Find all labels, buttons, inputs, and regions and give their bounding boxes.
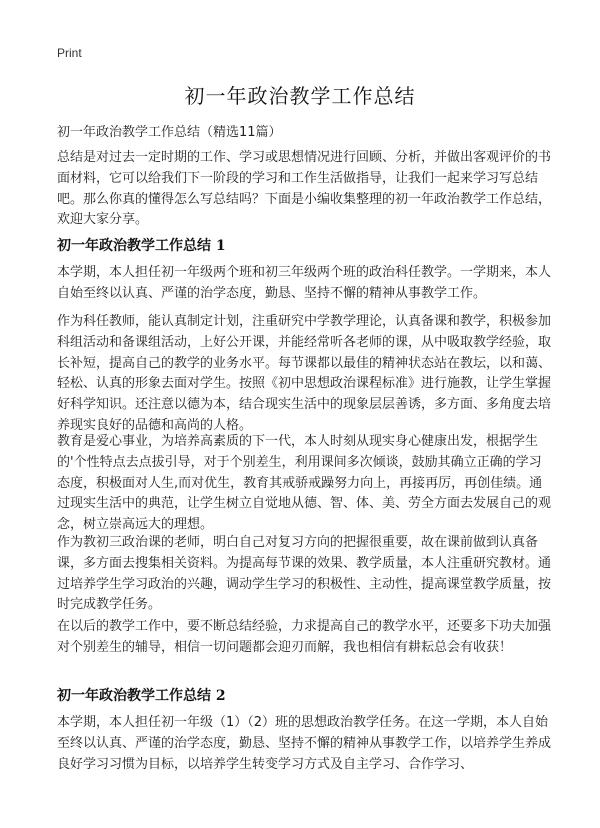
page-title: 初一年政治教学工作总结 xyxy=(184,84,416,108)
section-2-paragraph-1: 本学期，本人担任初一年级（1）（2）班的思想政治教学任务。在这一学期，本人自始至终以认真、严谨的治学态度，勤恳、坚持不懈的精神从事教学工作，以培养学生养成良好学习习惯为目标，以培养学生转变学习方式及自主学习、合作学习、 xyxy=(57,715,552,772)
section-heading-1: 初一年政治教学工作总结 1 xyxy=(57,238,226,254)
section-1-paragraph-4: 作为教初三政治课的老师，明白自己对复习方向的把握很重要，故在课前做到认真备课，多方面去搜集相关资料。为提高每节课的效果、教学质量，本人注重研究教材。通过培养学生学习政治的兴趣，调动学生学习的积极性、主动性，提高课堂教学质量，按时完成教学任务。 xyxy=(57,535,552,613)
section-heading-2: 初一年政治教学工作总结 2 xyxy=(57,688,226,704)
print-link[interactable]: Print xyxy=(57,46,82,60)
section-1-paragraph-3: 教育是爱心事业，为培养高素质的下一代，本人时刻从现实身心健康出发，根据学生的'个性特点去点拔引导，对于个别差生，利用课间多次倾谈，鼓励其确立正确的学习态度，积极面对人生,而对优生，教育其戒骄戒躁努力向上，再接再厉，再创佳绩。通过现实生活中的典范，让学生树立自觉地从德、智、体、美、劳全方面去发展自己的观念，树立崇高远大的理想。 xyxy=(57,434,552,533)
intro-paragraph: 总结是对过去一定时期的工作、学习或思想情况进行回顾、分析，并做出客观评价的书面材料，它可以给我们下一阶段的学习和工作生活做指导，让我们一起来学习写总结吧。那么你真的懂得怎么写总结吗？下面是小编收集整理的初一年政治教学工作总结，欢迎大家分享。 xyxy=(57,150,552,228)
section-1-paragraph-5: 在以后的教学工作中，要不断总结经验，力求提高自己的教学水平，还要多下功夫加强对个别差生的辅导，相信一切问题都会迎刃而解，我也相信有耕耘总会有收获！ xyxy=(57,619,552,655)
section-1-paragraph-1: 本学期，本人担任初一年级两个班和初三年级两个班的政治科任教学。一学期来，本人自始至终以认真、严谨的治学态度，勤恳、坚持不懈的精神从事教学工作。 xyxy=(57,265,552,301)
section-1-paragraph-2: 作为科任教师，能认真制定计划，注重研究中学教学理论，认真备课和教学，积极参加科组活动和备课组活动，上好公开课，并能经常听各老师的课，从中吸取教学经验，取长补短，提高自己的教学的业务水平。每节课都以最佳的精神状态站在教坛，以和蔼、轻松、认真的形象去面对学生。按照《初中思想政治课程标准》进行施教，让学生掌握好科学知识。还注意以德为本，结合现实生活中的现象层层善诱，多方面、多角度去培养现实良好的品德和高尚的人格。 xyxy=(57,314,552,433)
document-subtitle: 初一年政治教学工作总结（精选11篇） xyxy=(57,125,282,140)
